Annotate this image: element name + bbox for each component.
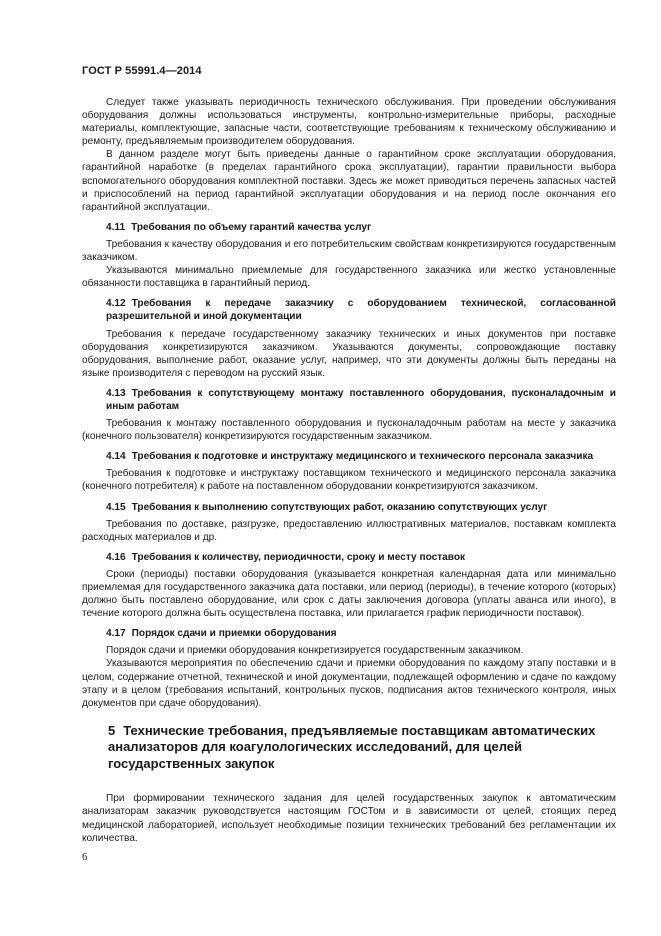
- document-header: ГОСТ Р 55991.4—2014: [82, 65, 202, 77]
- section-title: Технические требования, предъявляемые поставщикам автоматических анализаторов для коагулологических исследований, для целей государственных закупок: [108, 722, 596, 771]
- paragraph: Указываются мероприятия по обеспечению сдачи и приемки оборудования по каждому этапу поставки и в целом, содержание отчетной, технической и иной документации, подлежащей оформлению и сдаче по каждому этапу и в целом (требования испытаний, контрольных пусков, подписания актов технического контроля, иных документов при сдаче оборудования).: [82, 658, 616, 709]
- subsection-number: 4.15: [106, 501, 126, 513]
- paragraph: Требования к качеству оборудования и его потребительским свойствам конкретизируются государственным заказчиком.: [82, 238, 616, 264]
- subsection-heading-4-11: [82, 221, 616, 234]
- subsection-number: 4.17: [106, 628, 126, 640]
- paragraph: Требования к подготовке и инструктажу поставщиком технического и медицинского персонала заказчика (конечного потребителя) к работе на поставленном оборудовании конкретизируются заказчиком.: [82, 468, 616, 493]
- section-number: 5: [108, 722, 116, 738]
- subsection-heading-4-12: [82, 297, 616, 323]
- paragraph: В данном разделе могут быть приведены данные о гарантийном сроке эксплуатации оборудования, гарантийной наработке (в пределах гарантийного срока эксплуатации), гарантии правильности выбора вспомогательного оборудования комплектной поставки. Здесь же может приводиться перечень запасных частей и приспособлений на период гарантийной эксплуатации оборудования и на период после окончания его гарантийной эксплуатации.: [82, 149, 616, 213]
- subsection-number: 4.16: [106, 551, 126, 563]
- subsection-number: 4.12: [106, 298, 126, 310]
- subsection-number: 4.13: [106, 387, 126, 399]
- subsection-heading-4-17: [82, 627, 616, 640]
- subsection-heading-4-16: [82, 551, 616, 564]
- paragraph: Порядок сдачи и приемки оборудования конкретизируется государственным заказчиком.: [106, 645, 524, 657]
- page-body: [82, 96, 616, 845]
- subsection-title: Порядок сдачи и приемки оборудования: [131, 628, 337, 640]
- subsection-heading-4-14: [82, 450, 616, 463]
- subsection-title: Требования к подготовке и инструктажу медицинского и технического персонала заказчика: [131, 451, 594, 463]
- section-heading-5: [82, 723, 616, 773]
- subsection-number: 4.14: [106, 451, 126, 463]
- paragraph: Требования по доставке, разгрузке, предоставлению иллюстративных материалов, поставкам комплекта расходных материалов и др.: [82, 518, 616, 543]
- subsection-title: Требования к сопутствующему монтажу поставленного оборудования, пусконаладочным и иным работам: [106, 387, 616, 412]
- page-number: 6: [82, 852, 88, 863]
- paragraph: Требования к передаче государственному заказчику технических и иных документов при поставке оборудования конкретизируются заказчиком. Указываются документы, сопровождающие поставку оборудования, выполнение работ, оказание услуг, например, что эти документы должны быть переданы на языке производителя с переводом на русский язык.: [82, 328, 616, 379]
- subsection-number: 4.11: [106, 221, 126, 233]
- subsection-title: Требования по объему гарантий качества услуг: [131, 221, 372, 233]
- subsection-heading-4-13: [82, 387, 616, 413]
- paragraph: Следует также указывать периодичность технического обслуживания. При проведении обслуживания оборудования должны использоваться инструменты, контрольно-измерительные приборы, расходные материалы, комплектующие, запасные части, соответствующие требованиям к техническому обслуживанию и ремонту, предъявляемым производителем оборудования.: [82, 97, 616, 148]
- subsection-title: Требования к количеству, периодичности, сроку и месту поставок: [131, 551, 466, 563]
- paragraph: Требования к монтажу поставленного оборудования и пусконаладочным работам на месте у заказчика (конечного пользователя) конкретизируются государственным заказчиком.: [82, 418, 616, 443]
- subsection-title: Требования к выполнению сопутствующих работ, оказанию сопутствующих услуг: [131, 501, 548, 513]
- subsection-title: Требования к передаче заказчику с оборудованием технической, согласованной разрешительной и иной документации: [106, 298, 616, 323]
- paragraph: Указываются минимально приемлемые для государственного заказчика или жестко установленные обязанности поставщика в гарантийный период.: [82, 265, 616, 290]
- paragraph: Сроки (периоды) поставки оборудования (указывается конкретная календарная дата или минимально приемлемая для государственного заказчика дата поставки, или период (периоды), в течение которого (которых) должно быть поставлено оборудование, или срок с даты заключения договора (уплаты аванса или иного), в течение которого должна быть осуществлена поставка, или прилагается график периодичности поставок).: [82, 568, 616, 620]
- subsection-heading-4-15: [82, 501, 616, 514]
- paragraph: При формировании технического задания для целей государственных закупок к автоматическим анализаторам заказчик руководствуется настоящим ГОСТом и в зависимости от целей, стоящих перед медицинской лабораторией, использует необходимые позиции технических требований без регламентации их количества.: [82, 793, 616, 844]
